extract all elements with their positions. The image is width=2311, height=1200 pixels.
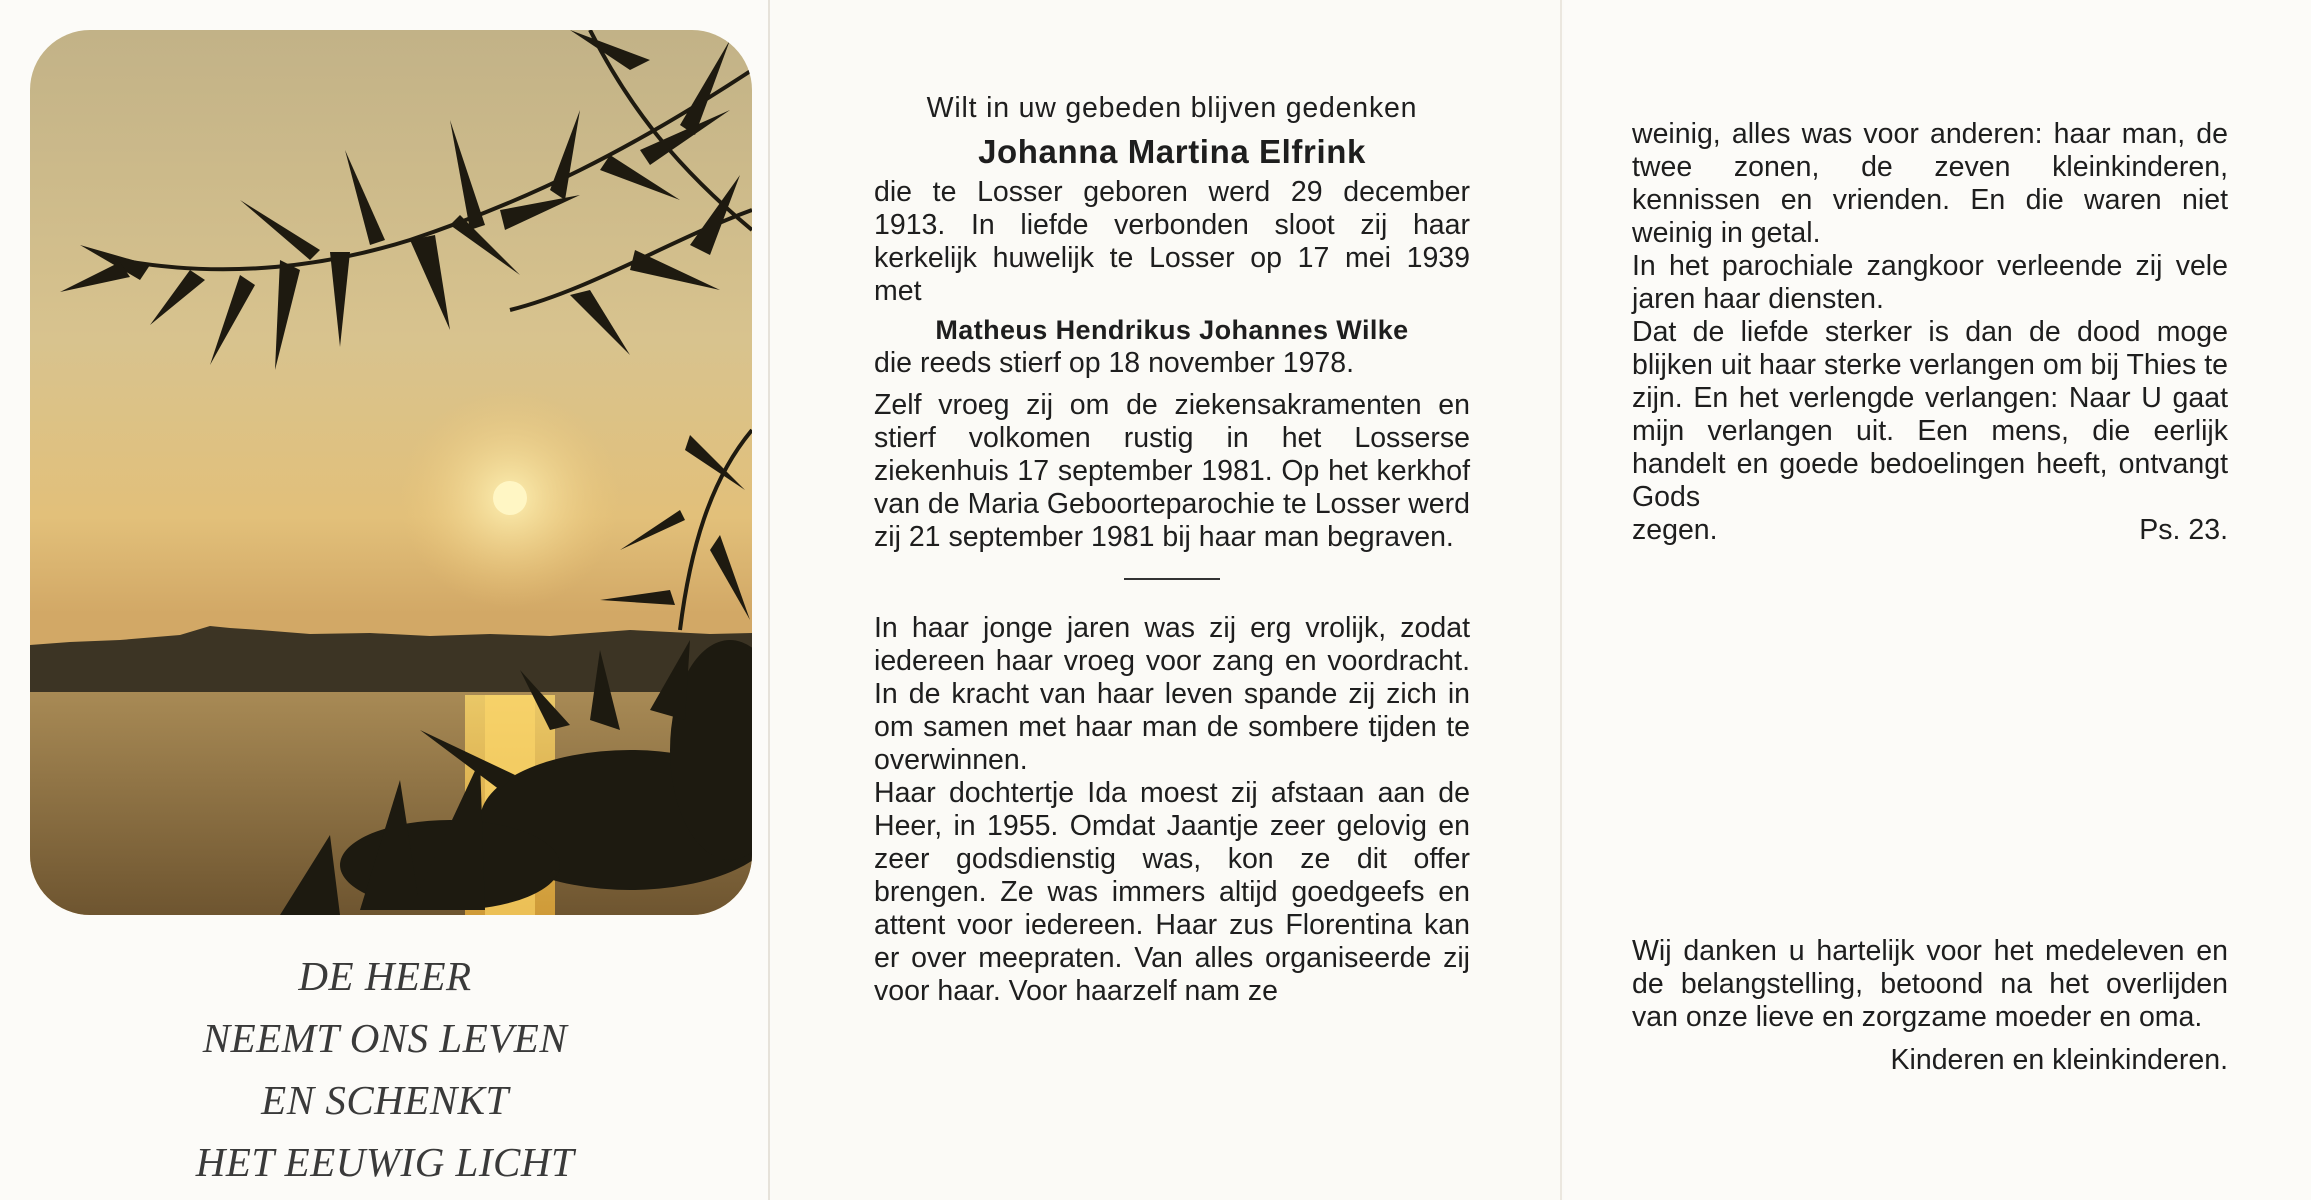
bio-paragraph: weinig, alles was voor anderen: haar man, de twee zonen, de zeven kleinkinderen, kennissen en vrienden. En die waren niet weinig in getal. xyxy=(1632,118,2228,249)
sun-icon xyxy=(493,481,527,515)
bio-paragraph: In het parochiale zangkoor verleende zij vele jaren haar diensten. xyxy=(1632,250,2228,315)
cover-panel xyxy=(0,0,770,1200)
psalm-reference: Ps. 23. xyxy=(2139,514,2228,546)
sunset-photo xyxy=(30,30,752,915)
spouse-death-text: die reeds stierf op 18 november 1978. xyxy=(874,347,1355,379)
spouse-name: Matheus Hendrikus Johannes Wilke xyxy=(935,315,1409,345)
closing-text-top xyxy=(1632,118,2228,547)
bio-end: zegen. xyxy=(1632,514,1718,546)
death-text: Zelf vroeg zij om de ziekensakramenten en stierf volkomen rustig in het Losserse ziekenhuis 17 september 1981. Op het kerkhof van de Maria Geboorteparochie te Losser werd zij 21 september 1981 bij haar man begraven. xyxy=(874,389,1470,553)
thanks-block xyxy=(1632,935,2228,1077)
motto-line: NEEMT ONS LEVEN xyxy=(202,1015,568,1061)
motto xyxy=(0,945,770,1193)
psalm-line xyxy=(1632,514,2228,547)
motto-line: HET EEUWIG LICHT xyxy=(195,1139,575,1185)
bio-paragraph: Dat de liefde sterker is dan de dood moge blijken uit haar sterke verlangen om bij Thies te zijn. En het verlengde verlangen: Naar U gaat mijn verlangen uit. Een mens, die eerlijk handelt en goede bedoelingen heeft, ontvangt Gods xyxy=(1632,316,2228,513)
divider xyxy=(1124,578,1220,580)
birth-marriage-text: die te Losser geboren werd 29 december 1913. In liefde verbonden sloot zij haar kerkelijk huwelijk te Losser op 17 mei 1939 met xyxy=(874,176,1470,307)
deceased-name: Johanna Martina Elfrink xyxy=(978,133,1366,170)
bio-paragraph: Haar dochtertje Ida moest zij afstaan aan de Heer, in 1955. Omdat Jaantje zeer gelovig en zeer godsdienstig was, kon ze dit offer brengen. Ze was immers altijd goedgeefs en attent voor iedereen. Haar zus Florentina kan er over meepraten. Van alles organiseerde zij voor haar. Voor haarzelf nam ze xyxy=(874,777,1470,1007)
thanks-text: Wij danken u hartelijk voor het medeleven en de belangstelling, betoond na het overlijden van onze lieve en zorgzame moeder en oma. xyxy=(1632,935,2228,1033)
memorial-text xyxy=(874,92,1470,1008)
bio-paragraph: In haar jonge jaren was zij erg vrolijk, zodat iedereen haar vroeg voor zang en voordracht. In de kracht van haar leven spande zij zich in om samen met haar man de sombere tijden te overwinnen. xyxy=(874,612,1470,776)
sunset-image xyxy=(30,30,752,915)
signature: Kinderen en kleinkinderen. xyxy=(1890,1044,2228,1076)
motto-line: DE HEER xyxy=(298,953,472,999)
intro-line: Wilt in uw gebeden blijven gedenken xyxy=(926,92,1418,124)
motto-line: EN SCHENKT xyxy=(261,1077,509,1123)
